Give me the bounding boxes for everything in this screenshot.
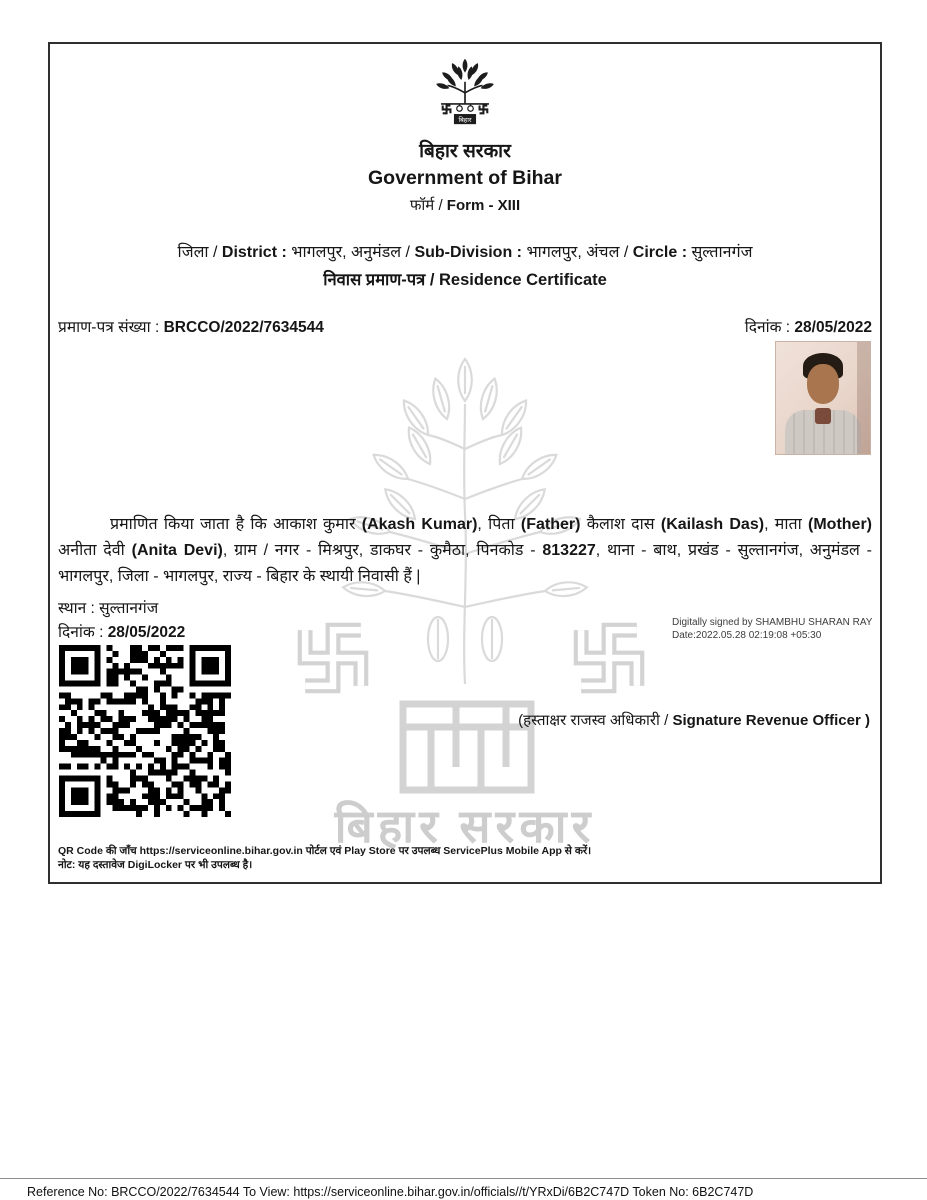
text-segment: , पिता [477, 516, 521, 533]
text-segment: Form - XIII [446, 197, 521, 214]
text-segment: , माता [764, 516, 809, 533]
footer-note-1: QR Code की जाँच https://serviceonline.bihar.gov.in पोर्टल एवं Play Store पर उपलब्ध ServicePlus Mobile App से करें। [58, 845, 592, 857]
page-footer-separator [0, 1178, 927, 1179]
text-segment: , ग्राम / नगर - मिश्रपुर, डाकघर - कुमैठा, पिनकोड - [222, 542, 543, 559]
footer-notes [58, 845, 591, 872]
qr-code [59, 645, 231, 817]
photo-collar [815, 408, 831, 424]
text-segment: स्थान : [58, 600, 100, 617]
meta-row [58, 315, 872, 337]
org-name-hindi: बिहार सरकार [419, 141, 511, 162]
text-segment: अनीता देवी [58, 542, 132, 559]
text-segment: Signature Revenue Officer ) [672, 712, 870, 729]
bihar-emblem-icon [428, 56, 502, 126]
swastika-left-icon [294, 619, 372, 702]
text-segment: (Father) [520, 516, 581, 533]
text-segment: (Anita Devi) [131, 542, 223, 559]
text-segment: , थाना - बाथ, प्रखंड - सुल्तानगंज, अनुमंडल - भागलपुर, जिला - भागलपुर, राज्य - बिहार के स्थायी निवासी हैं | [58, 542, 872, 585]
text-segment: (Mother) [808, 516, 872, 533]
swastika-right-icon [570, 619, 648, 702]
text-segment: भागलपुर, अनुमंडल / [291, 244, 415, 261]
certificate-header [50, 44, 880, 290]
text-segment: कैलाश दास [580, 516, 661, 533]
text-segment: (हस्ताक्षर राजस्व अधिकारी / [518, 712, 673, 729]
footer-note-2: नोट: यह दस्तावेज DigiLocker पर भी उपलब्ध है। [58, 858, 253, 871]
text-segment: 813227 [542, 542, 596, 559]
text-segment: (Akash Kumar) [361, 516, 478, 533]
place-line [58, 596, 158, 618]
text-segment: प्रमाण-पत्र संख्या : [58, 319, 164, 336]
emblem-label: बिहार [458, 116, 472, 124]
text-segment: फॉर्म / [409, 197, 447, 214]
text-segment: 28/05/2022 [794, 319, 872, 336]
text-segment: BRCCO/2022/7634544 [163, 319, 324, 336]
certificate-number [58, 315, 324, 337]
form-number [50, 195, 880, 215]
watermark-text: बिहार सरकार [334, 801, 596, 852]
officer-signature-line [518, 710, 870, 730]
seal-watermark-icon [398, 699, 536, 800]
org-name-english: Government of Bihar [368, 167, 562, 189]
text-segment: सुल्तानगंज [99, 600, 159, 617]
digital-signature-line1: Digitally signed by SHAMBHU SHARAN RAY [672, 617, 873, 628]
page-footer-reference: Reference No: BRCCO/2022/7634544 To View: https://serviceonline.bihar.gov.in/officials//t/YRxDi/6B2C747D Token No: 6B2C747D [27, 1185, 754, 1199]
certificate-border [48, 42, 882, 884]
text-segment: (Kailash Das) [660, 516, 765, 533]
digital-signature-text [672, 616, 872, 642]
text-segment: दिनांक : [744, 319, 795, 336]
photo-face [807, 364, 839, 404]
digital-signature-line2: Date:2022.05.28 02:19:08 +05:30 [672, 630, 822, 641]
issue-date-line [58, 620, 185, 642]
text-segment: 28/05/2022 [107, 624, 186, 641]
text-segment: Circle : [632, 244, 692, 261]
certificate-title: निवास प्रमाण-पत्र / Residence Certificate [323, 271, 607, 289]
applicant-photo [775, 341, 871, 455]
issue-date [745, 315, 872, 337]
text-segment: प्रमाणित किया जाता है कि आकाश कुमार [110, 516, 362, 533]
text-segment: सुल्तानगंज [691, 244, 753, 261]
text-segment: दिनांक : [58, 624, 108, 641]
text-segment: भागलपुर, अंचल / [526, 244, 633, 261]
text-segment: District : [221, 244, 292, 261]
district-line [50, 240, 880, 262]
text-segment: Sub-Division : [414, 244, 527, 261]
text-segment: जिला / [177, 244, 222, 261]
certificate-body-text [58, 512, 872, 590]
